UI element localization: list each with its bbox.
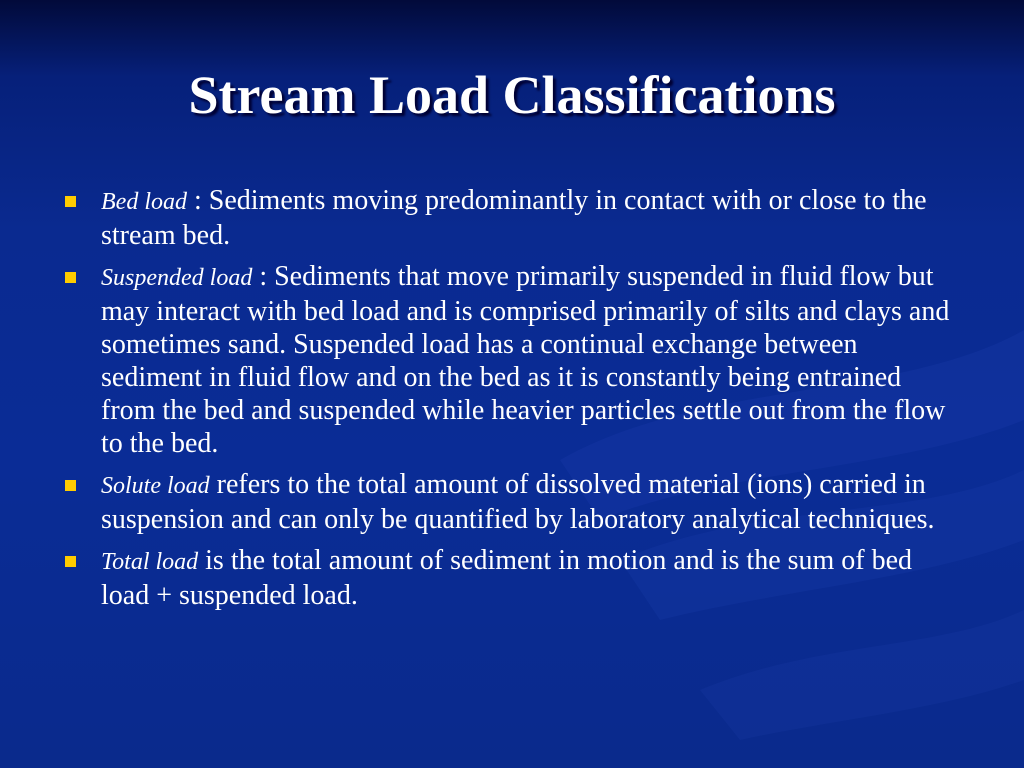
bullet-text-suspended-load: : Sediments that move primarily suspended in fluid flow but may interact with bed load and is comprised primarily of silts and clays and sometimes sand. Suspended load has a continual exchange between sediment in fluid flow and on the bed as it is constantly being entrained from the bed and suspended while heavier particles settle out from the flow to the bed. <box>101 261 950 459</box>
bullet-text-bed-load: : Sediments moving predominantly in contact with or close to the stream bed. <box>101 185 927 251</box>
bullet-solute-load <box>60 468 960 536</box>
square-bullet-icon <box>65 196 76 207</box>
term-bed-load: Bed load <box>101 189 187 215</box>
term-total-load: Total load <box>101 549 199 575</box>
square-bullet-icon <box>65 480 76 491</box>
square-bullet-icon <box>65 556 76 567</box>
bullet-total-load <box>60 544 960 612</box>
bullet-list <box>60 184 960 620</box>
bullet-suspended-load <box>60 260 960 460</box>
bullet-text-total-load: is the total amount of sediment in motion and is the sum of bed load + suspended load. <box>101 545 913 611</box>
term-suspended-load: Suspended load <box>101 265 253 291</box>
bullet-text-solute-load: refers to the total amount of dissolved material (ions) carried in suspension and can only be quantified by laboratory analytical techniques. <box>101 469 935 535</box>
bullet-bed-load <box>60 184 960 252</box>
term-solute-load: Solute load <box>101 473 210 499</box>
slide-title: Stream Load Classifications <box>188 65 836 125</box>
square-bullet-icon <box>65 272 76 283</box>
